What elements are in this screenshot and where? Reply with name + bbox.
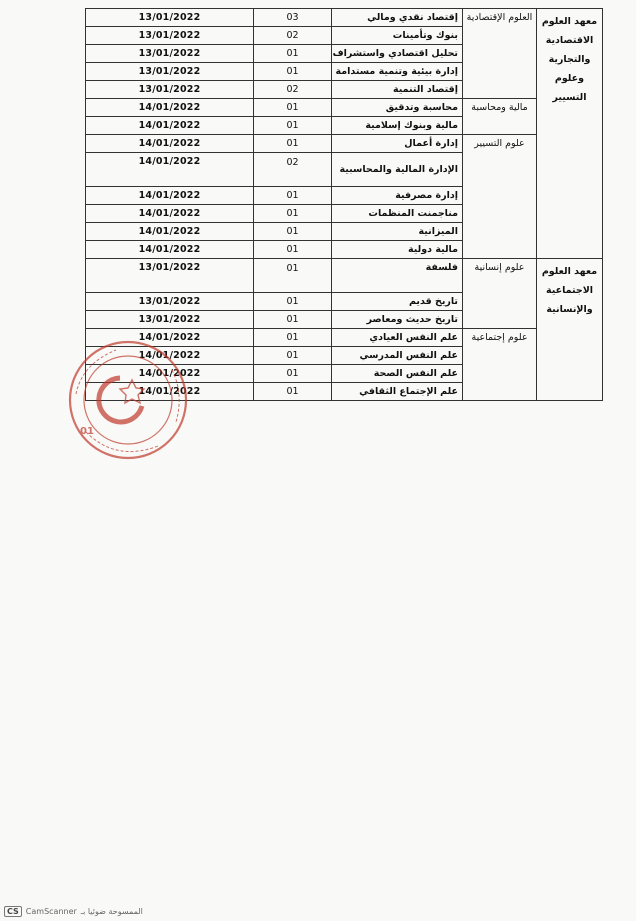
group-count-cell: 01 <box>254 135 332 153</box>
institute-cell: معهد العلوم الاقتصادية والتجارية وعلوم التسيير <box>537 9 603 259</box>
date-cell: 13/01/2022 <box>86 81 254 99</box>
date-cell: 13/01/2022 <box>86 259 254 293</box>
schedule-table <box>85 8 603 401</box>
group-count-cell: 01 <box>254 205 332 223</box>
date-cell: 14/01/2022 <box>86 205 254 223</box>
group-count-cell: 01 <box>254 347 332 365</box>
specialty-cell: إقتصاد التنمية <box>332 81 463 99</box>
date-cell: 14/01/2022 <box>86 135 254 153</box>
field-cell: مالية ومحاسبة <box>463 99 537 135</box>
group-count-cell: 01 <box>254 241 332 259</box>
group-count-cell: 01 <box>254 223 332 241</box>
date-cell: 14/01/2022 <box>86 187 254 205</box>
group-count-cell: 02 <box>254 153 332 187</box>
table-row <box>86 329 603 347</box>
date-cell: 14/01/2022 <box>86 223 254 241</box>
field-cell: العلوم الإقتصادية <box>463 9 537 99</box>
specialty-cell: علم النفس العيادي <box>332 329 463 347</box>
specialty-cell: علم النفس المدرسي <box>332 347 463 365</box>
date-cell: 13/01/2022 <box>86 311 254 329</box>
field-cell: علوم التسيير <box>463 135 537 259</box>
specialty-cell: فلسفة <box>332 259 463 293</box>
date-cell: 14/01/2022 <box>86 347 254 365</box>
specialty-cell: الإدارة المالية والمحاسبية <box>332 153 463 187</box>
date-cell: 14/01/2022 <box>86 117 254 135</box>
specialty-cell: علم النفس الصحة <box>332 365 463 383</box>
group-count-cell: 03 <box>254 9 332 27</box>
specialty-cell: محاسبة وتدقيق <box>332 99 463 117</box>
date-cell: 14/01/2022 <box>86 383 254 401</box>
specialty-cell: تاريخ حديث ومعاصر <box>332 311 463 329</box>
stamp-number: 01 <box>80 426 94 437</box>
group-count-cell: 01 <box>254 293 332 311</box>
group-count-cell: 01 <box>254 187 332 205</box>
specialty-cell: مناجمنت المنظمات <box>332 205 463 223</box>
field-cell: علوم إجتماعية <box>463 329 537 401</box>
specialty-cell: إدارة أعمال <box>332 135 463 153</box>
group-count-cell: 01 <box>254 383 332 401</box>
group-count-cell: 01 <box>254 365 332 383</box>
specialty-cell: مالية وبنوك إسلامية <box>332 117 463 135</box>
date-cell: 13/01/2022 <box>86 293 254 311</box>
specialty-cell: إدارة مصرفية <box>332 187 463 205</box>
date-cell: 14/01/2022 <box>86 99 254 117</box>
specialty-cell: إقتصاد نقدي ومالي <box>332 9 463 27</box>
date-cell: 14/01/2022 <box>86 241 254 259</box>
group-count-cell: 01 <box>254 45 332 63</box>
footer-app-name: CamScanner <box>25 907 77 916</box>
group-count-cell: 02 <box>254 81 332 99</box>
specialty-cell: تحليل اقتصادي واستشراف <box>332 45 463 63</box>
specialty-cell: علم الإجتماع الثقافي <box>332 383 463 401</box>
date-cell: 13/01/2022 <box>86 27 254 45</box>
footer-note: الممسوحة ضوئيا بـ <box>80 907 143 916</box>
date-cell: 14/01/2022 <box>86 365 254 383</box>
field-cell: علوم إنسانية <box>463 259 537 329</box>
date-cell: 13/01/2022 <box>86 45 254 63</box>
table-row <box>86 99 603 117</box>
group-count-cell: 01 <box>254 329 332 347</box>
group-count-cell: 01 <box>254 63 332 81</box>
institute-cell: معهد العلوم الاجتماعية والإنسانية <box>537 259 603 401</box>
table-row <box>86 9 603 27</box>
group-count-cell: 01 <box>254 311 332 329</box>
scanner-footer <box>4 906 143 917</box>
group-count-cell: 01 <box>254 259 332 293</box>
table-row <box>86 259 603 293</box>
date-cell: 13/01/2022 <box>86 9 254 27</box>
date-cell: 14/01/2022 <box>86 329 254 347</box>
specialty-cell: إدارة بيئية وتنمية مستدامة <box>332 63 463 81</box>
table-row <box>86 135 603 153</box>
specialty-cell: مالية دولية <box>332 241 463 259</box>
group-count-cell: 01 <box>254 117 332 135</box>
date-cell: 14/01/2022 <box>86 153 254 187</box>
specialty-cell: تاريخ قديم <box>332 293 463 311</box>
date-cell: 13/01/2022 <box>86 63 254 81</box>
group-count-cell: 01 <box>254 99 332 117</box>
group-count-cell: 02 <box>254 27 332 45</box>
camscanner-logo-icon: CS <box>4 906 22 917</box>
specialty-cell: بنوك وتأمينات <box>332 27 463 45</box>
specialty-cell: الميزانية <box>332 223 463 241</box>
